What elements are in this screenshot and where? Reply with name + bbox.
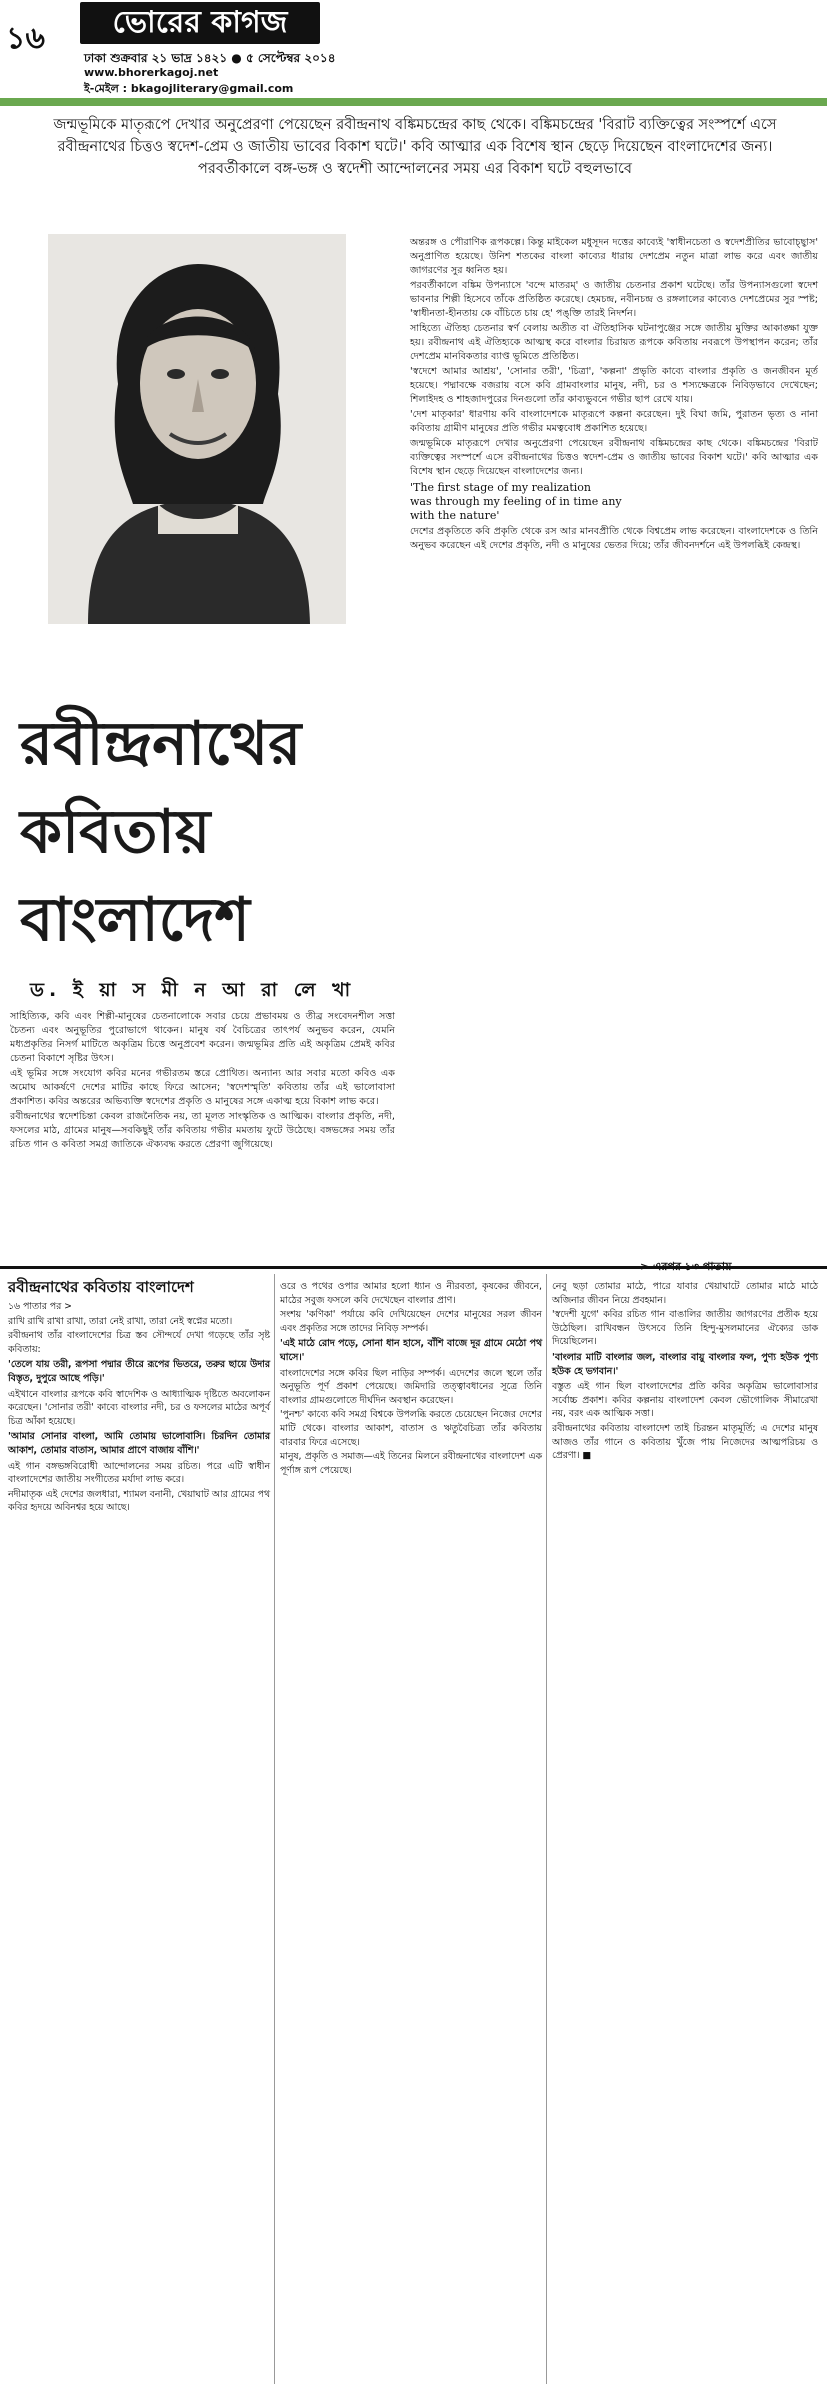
newspaper-logo[interactable]: ভোরের কাগজ — [80, 2, 320, 44]
paragraph: মানুষ, প্রকৃতি ও সমাজ—এই তিনের মিলনে রবীন্দ্রনাথের বাংলাদেশ এক পূর্ণাঙ্গ রূপ পেয়েছে। — [280, 1451, 542, 1476]
paragraph: জন্মভূমিকে মাতৃরূপে দেখার অনুপ্রেরণা পেয়েছেন রবীন্দ্রনাথ বঙ্কিমচন্দ্রের কাছ থেকে। বঙ্কিমচন্দ্রের 'বিরাট ব্যক্তিত্বের সংস্পর্শে এসে রবীন্দ্রনাথের চিত্তও স্বদেশ-প্রেম ও জাতীয় ভাবের বিকাশ ঘটে।' কবি আত্মার এক বিশেষ স্থান ছেড়ে দিয়েছেন বাংলাদেশের জন্য। — [410, 438, 818, 477]
paragraph: এই গান বঙ্গভঙ্গবিরোধী আন্দোলনের সময় রচিত। পরে এটি স্বাধীন বাংলাদেশের জাতীয় সংগীতের মর্যাদা লাভ করে। — [8, 1460, 270, 1486]
paragraph: অন্তরঙ্গ ও পৌরাণিক রূপকল্পে। কিন্তু মাইকেল মধুসূদন দত্তের কাব্যেই 'স্বাধীনচেতা ও স্বদেশপ্রীতির ভাবোচ্ছ্বাস' অনুপ্রাণিত হয়েছে। উনিশ শতকের বাংলা কাব্যের ধারায় দেশপ্রেম নতুন মাত্রা লাভ করে এবং জাতীয় জাগরণের সুর ধ্বনিত হয়। — [410, 237, 818, 276]
paragraph: রবীন্দ্রনাথের স্বদেশচিন্তা কেবল রাজনৈতিক নয়, তা মূলত সাংস্কৃতিক ও আত্মিক। বাংলার প্রকৃতি, নদী, ফসলের মাঠ, গ্রামের মানুষ—সবকিছুই তাঁর কবিতায় গভীর মমতায় ফুটে উঠেছে। বঙ্গভঙ্গের সময় তাঁর রচিত গান ও কবিতা সমগ্র জাতিকে ঐক্যবদ্ধ করতে প্রেরণা জুগিয়েছে। — [10, 1111, 395, 1150]
paragraph: পরবর্তীকালে বঙ্কিম উপন্যাসে 'বন্দে মাতরম্' ও জাতীয় চেতনার প্রকাশ ঘটেছে। তাঁর উপন্যাসগুলো স্বদেশ ভাবনার শিল্পী হিসেবে তাঁকে প্রতিষ্ঠিত করেছে। হেমচন্দ্র, নবীনচন্দ্র ও রঙ্গলালের কাব্যেও দেশপ্রেমের সুর স্পষ্ট; 'স্বাধীনতা-হীনতায় কে বাঁচিতে চায় হে' পঙ্‌ক্তি তারই নিদর্শন। — [410, 280, 818, 319]
verse: 'তেলে যায় তরী, রূপসা পদ্মার তীরে রূপের ভিতরে, তরুর ছায়ে উদার বিস্তৃত, দুপুরে আছে পড়ি।' — [8, 1359, 270, 1384]
paragraph: নেবু ছড়া তোমার মাঠে, পারে যাবার খেয়াঘাটে তোমার মাঠে মাঠে অজিনার জীবন নিয়ে প্রবহমান। — [552, 1281, 818, 1306]
column-rule — [546, 1274, 547, 2384]
paragraph: ওরে ও পথের ওপার আমার হলো ধ্যান ও নীরবতা, কৃষকের জীবনে, মাঠের সবুজ ফসলে কবি দেখেছেন বাংলার প্রাণ। — [280, 1281, 542, 1306]
paragraph: সংশয় 'কণিকা' পর্যায়ে কবি দেখিয়েছেন দেশের মানুষের সরল জীবন এবং প্রকৃতির সঙ্গে তাদের নিবিড় সম্পর্ক। — [280, 1309, 542, 1334]
verse: 'আমার সোনার বাংলা, আমি তোমায় ভালোবাসি। চিরদিন তোমার আকাশ, তোমার বাতাস, আমার প্রাণে বাজায় বাঁশি।' — [8, 1431, 270, 1456]
title-line-3: বাংলাদেশ — [20, 885, 250, 955]
paragraph: সাহিত্যিক, কবি এবং শিল্পী-মানুষের চেতনালোকে সবার চেয়ে প্রভাবময় ও তীব্র সংবেদনশীল সত্তা চৈতন্য এবং অনুভূতির পুরোভাগে থাকেন। মানুষ বর্ষ বৈচিত্রের তাৎপর্য অনুভব করেন, যেমনি মধ্যপ্রকৃতির নিসর্গ মাটিতে অকৃত্রিম চিত্তে অনুপ্রবেশ করেন। জন্মভূমির প্রতি এই অকৃত্রিম প্রেমই কবির চেতনা বিকাশে সৃষ্টির উৎস। — [10, 1011, 395, 1064]
continuation-column-2 — [280, 1280, 542, 1478]
english-quote — [410, 481, 818, 523]
author-byline: ড. ই য়া স মী ন আ রা লে খা — [30, 979, 356, 1001]
paragraph: 'স্বদেশে আমার আশ্রয়', 'সোনার তরী', 'চিত্রা', 'কল্পনা' প্রভৃতি কাব্যে বাংলার প্রকৃতি ও জনজীবন মূর্ত হয়েছে। পদ্মাবক্ষে বজরায় বসে কবি গ্রামবাংলার মানুষ, নদী, চর ও শস্যক্ষেত্রকে নিবিড়ভাবে দেখেছেন; শিলাইদহ ও শাহজাদপুরের দিনগুলো তাঁর কাব্যভুবনে গভীর ছাপ রেখে যায়। — [410, 366, 818, 405]
continuation-column-3 — [552, 1280, 818, 1464]
quote-line: was through my feeling of in time any — [410, 495, 622, 508]
paragraph: রবীন্দ্রনাথের কবিতায় বাংলাদেশ তাই চিরন্তন মাতৃমূর্তি; এ দেশের মানুষ আজও তাঁর গানে ও কবিতায় খুঁজে পায় নিজেদের আত্মপরিচয় ও প্রেরণা। ■ — [552, 1422, 818, 1462]
continuation-column-1 — [8, 1300, 270, 1516]
website-link[interactable]: www.bhorerkagoj.net — [84, 66, 219, 79]
article-title — [20, 700, 360, 964]
section-divider — [0, 1266, 827, 1269]
intro-blurb: জন্মভূমিকে মাতৃরূপে দেখার অনুপ্রেরণা পেয়েছেন রবীন্দ্রনাথ বঙ্কিমচন্দ্রের কাছ থেকে। বঙ্কিমচন্দ্রের 'বিরাট ব্যক্তিত্বের সংস্পর্শে এসে রবীন্দ্রনাথের চিত্তও স্বদেশ-প্রেম ও জাতীয় ভাবের বিকাশ ঘটে।' কবি আত্মার এক বিশেষ স্থান ছেড়ে দিয়েছেন বাংলাদেশের জন্য। পরবর্তীকালে বঙ্গ-ভঙ্গ ও স্বদেশী আন্দোলনের সময় এর বিকাশ ঘটে বহুলভাবে — [53, 117, 777, 177]
paragraph: রাখি রাখি রাখা রাখা, তারা নেই রাখা, তারা নেই স্বপ্নের মতো। — [8, 1315, 233, 1327]
paragraph: নদীমাতৃক এই দেশের জলধারা, শ্যামল বনানী, খেয়াঘাট আর গ্রামের পথ কবির হৃদয়ে অবিনশ্বর হয়ে আছে। — [8, 1488, 270, 1514]
page-number: ১৬ — [6, 21, 45, 56]
article-body-right — [410, 236, 818, 554]
quote-line: 'The first stage of my realization — [410, 481, 591, 494]
masthead — [0, 0, 827, 95]
paragraph: 'স্বদেশী যুগে' কবির রচিত গান বাঙালির জাতীয় জাগরণের প্রতীক হয়ে উঠেছিল। রাখিবন্ধন উৎসবে তিনি হিন্দু-মুসলমানের ঐক্যের ডাক দিয়েছিলেন। — [552, 1309, 818, 1348]
verse: 'বাংলার মাটি বাংলার জল, বাংলার বায়ু বাংলার ফল, পুণ্য হউক পুণ্য হউক হে ভগবান।' — [552, 1351, 818, 1377]
portrait-illustration — [48, 234, 346, 624]
paragraph: রবীন্দ্রনাথ তাঁর বাংলাদেশের চিত্র স্তব সৌন্দর্যে দেখা গড়েছে তাঁর সৃষ্ট কবিতায়: — [8, 1330, 270, 1355]
portrait-image — [48, 234, 346, 624]
quote-line: with the nature' — [410, 509, 500, 522]
accent-bar — [0, 98, 827, 106]
paragraph: 'পুনশ্চ' কাব্যে কবি সমগ্র বিশ্বকে উপলব্ধি করতে চেয়েছেন নিজের দেশের মাটি থেকে। বাংলার আকাশ, বাতাস ও ঋতুবৈচিত্র্য তাঁর কবিতায় বারবার ফিরে এসেছে। — [280, 1409, 542, 1448]
continuation-title: রবীন্দ্রনাথের কবিতায় বাংলাদেশ — [8, 1278, 194, 1296]
email-link[interactable]: ই-মেইল : bkagojliterary@gmail.com — [84, 82, 294, 95]
paragraph: বস্তুত এই গান ছিল বাংলাদেশের প্রতি কবির অকৃত্রিম ভালোবাসার সর্বোচ্চ প্রকাশ। কবির কল্পনায় বাংলাদেশ কেবল ভৌগোলিক সীমারেখা নয়, বরং এক আত্মিক সত্তা। — [552, 1381, 818, 1420]
verse: 'এই মাঠে রোদ পড়ে, সোনা ধান হাসে, বাঁশি বাজে দূর গ্রামে মেঠো পথ ঘাসে।' — [280, 1338, 542, 1363]
paragraph: সাহিত্যে ঐতিহ্য চেতনার স্বর্ণ বেলায় অতীত বা ঐতিহাসিক ঘটনাপুঞ্জের সঙ্গে জাতীয় মুক্তির আকাঙ্ক্ষা যুক্ত হয়। রবীন্দ্রনাথ এই ঐতিহ্যকে আত্মস্থ করে বাংলার চিরায়ত রূপকে কবিতায় নবরূপে উপস্থাপন করেন; তাঁর দেশপ্রেম মানবিকতার ব্যাপ্ত ভূমিতে প্রতিষ্ঠিত। — [410, 323, 818, 362]
article-body-left — [10, 1010, 395, 1153]
title-line-2: কবিতায় — [20, 797, 211, 867]
paragraph: 'দেশ মাতৃকার' ধারণায় কবি বাংলাদেশকে মাতৃরূপে কল্পনা করেছেন। দুই বিঘা জমি, পুরাতন ভৃত্য ও নানা কবিতায় গ্রামীণ মানুষের প্রতি গভীর মমত্ববোধ প্রকাশিত হয়েছে। — [410, 409, 818, 434]
paragraph: দেশের প্রকৃতিতে কবি প্রকৃতি থেকে রস আর মানবপ্রীতি থেকে বিশ্বপ্রেম লাভ করেছেন। বাংলাদেশকে ও তিনি অনুভব করেছেন এই দেশের প্রকৃতি, নদী ও মানুষের ভেতর দিয়ে; তাঁর জীবনদর্শনে এই উপলব্ধিই কেন্দ্রস্থ। — [410, 526, 818, 551]
column-rule — [274, 1274, 275, 2384]
title-line-1: রবীন্দ্রনাথের — [20, 709, 302, 779]
paragraph: ১৬ পাতার পর > — [8, 1301, 72, 1312]
paragraph: এইখানে বাংলার রূপকে কবি স্বাদেশিক ও আধ্যাত্মিক দৃষ্টিতে অবলোকন করেছেন। 'সোনার তরী' কাব্যে বাংলার নদী, চর ও ফসলের মাঠের অপূর্ব চিত্র আঁকা হয়েছে। — [8, 1388, 270, 1427]
dateline: ঢাকা শুক্রবার ২১ ভাদ্র ১৪২১ ● ৫ সেপ্টেম্বর ২০১৪ — [84, 51, 336, 65]
paragraph: বাংলাদেশের সঙ্গে কবির ছিল নাড়ির সম্পর্ক। এদেশের জলে স্থলে তাঁর অনুভূতি পূর্ণ প্রকাশ পেয়েছে। জমিদারি তত্ত্বাবধানের সূত্রে তিনি বাংলার গ্রামগুলোতে দীর্ঘদিন অবস্থান করেছেন। — [280, 1367, 542, 1406]
paragraph: এই ভূমির সঙ্গে সংযোগ কবির মনের গভীরতম স্তরে প্রোথিত। অন্যান্য আর সবার মতো কবিও এক অমোঘ আকর্ষণে দেশের মাটির কাছে ফিরে আসেন; 'স্বদেশস্মৃতি' কবিতায় তাঁর এই ভালোবাসা প্রকাশিত। কবির অন্তরের অভিব্যক্তি স্বদেশের প্রকৃতি ও মানুষের সঙ্গে একাত্ম হয়ে বিকাশ লাভ করে। — [10, 1068, 395, 1107]
